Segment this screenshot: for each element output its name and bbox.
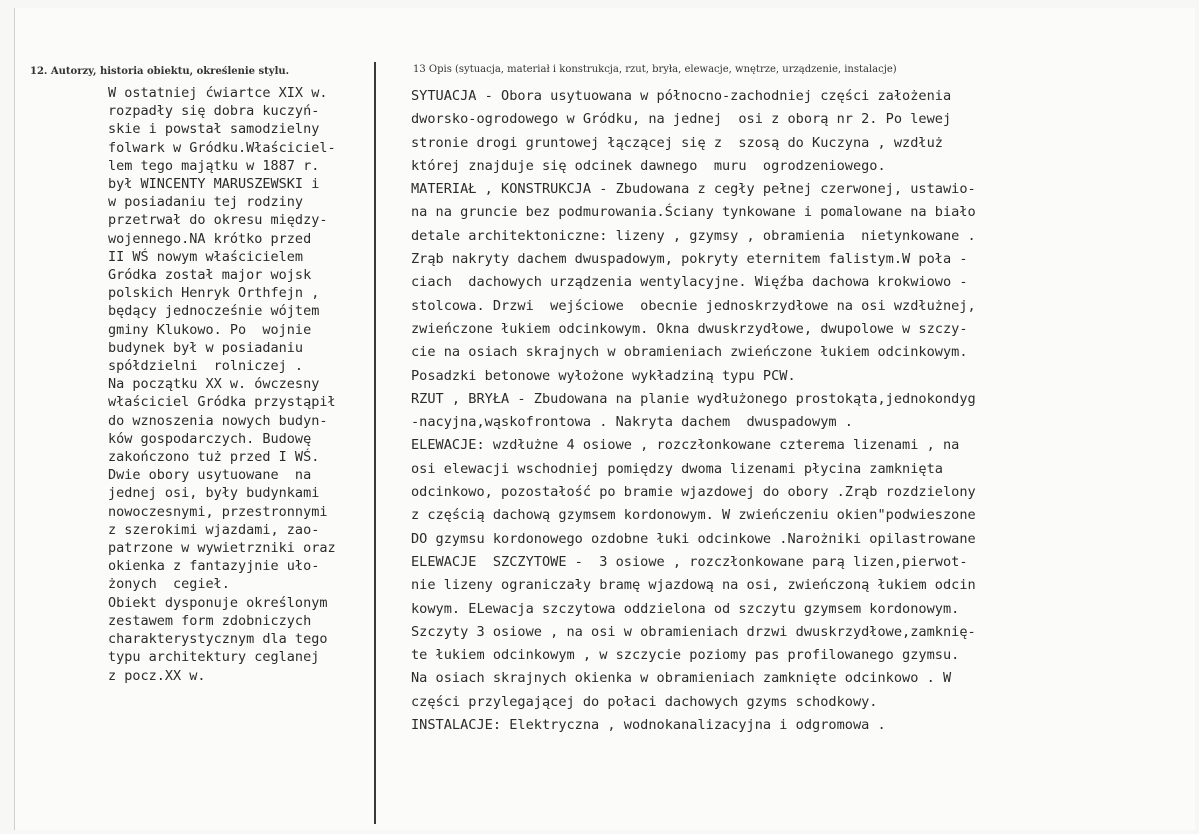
text-line: polskich Henryk Orthfejn , — [108, 285, 320, 302]
text-line: typu architektury ceglanej — [108, 649, 320, 666]
text-line: będący jednocześnie wójtem — [108, 303, 320, 320]
text-line: zwieńczone łukiem odcinkowym. Okna dwuskrzydłowe, dwupolowe w szczy- — [411, 320, 968, 337]
history-text-column — [108, 84, 378, 685]
text-line: gminy Klukowo. Po wojnie — [108, 321, 312, 338]
text-line: -nacyjna,wąskofrontowa . Nakryta dachem dwuspadowym . — [411, 414, 853, 431]
text-line: na na gruncie bez podmurowania.Ściany tynkowane i pomalowane na biało — [411, 204, 976, 221]
text-line: odcinkowo, pozostałość po bramie wjazdowej do obory .Zrąb rozdzielony — [411, 484, 976, 501]
text-line: cie na osiach skrajnych w obramieniach zwieńczone łukiem odcinkowym. — [411, 344, 968, 361]
text-line: przetrwał do okresu między- — [108, 212, 328, 229]
text-line: lem tego majątku w 1887 r. — [108, 157, 320, 174]
text-line: patrzone w wywietrzniki oraz — [108, 540, 336, 557]
text-line: okienka z fantazyjnie uło- — [108, 558, 320, 575]
text-line: osi elewacji wschodniej pomiędzy dwoma lizenami płycina zamknięta — [411, 460, 943, 477]
text-line: Zrąb nakryty dachem dwuspadowym, pokryty eternitem falistym.W poła - — [411, 251, 968, 268]
text-line: ciach dachowych urządzenia wentylacyjne. Więźba dachowa krokwiowo - — [411, 274, 968, 291]
text-line: te łukiem odcinkowym , w szczycie poziomy pas profilowanego gzymsu. — [411, 647, 960, 664]
text-line: charakterystycznym dla tego — [108, 631, 328, 648]
text-line: części przylegającej do połaci dachowych gzyms schodkowy. — [411, 693, 878, 710]
text-line: nowoczesnymi, przestronnymi — [108, 503, 328, 520]
text-line: do wznoszenia nowych budyn- — [108, 412, 328, 429]
text-line: spółdzielni rolniczej . — [108, 358, 304, 375]
text-line: Na początku XX w. ówczesny — [108, 376, 320, 393]
text-line: skie i powstał samodzielny — [108, 121, 320, 138]
text-line: ELEWACJE: wzdłużne 4 osiowe , rozczłonkowane czterema lizenami , na — [411, 437, 960, 454]
text-line: stolcowa. Drzwi wejściowe obecnie jednoskrzydłowe na osi wzdłużnej, — [411, 297, 976, 314]
text-line: Na osiach skrajnych okienka w obramieniach zamknięte odcinkowo . W — [411, 670, 952, 687]
text-line: II WŚ nowym właścicielem — [108, 248, 304, 265]
section-13-header: 13 Opis (sytuacja, materiał i konstrukcja, rzut, bryła, elewacje, wnętrze, urządzenie, instalacje) — [413, 64, 897, 75]
text-line: nie lizeny ograniczały bramę wjazdową na osi, zwieńczoną łukiem odcin — [411, 577, 976, 594]
text-line: żonych cegieł. — [108, 576, 230, 593]
text-line: INSTALACJE: Elektryczna , wodnokanalizacyjna i odgromowa . — [411, 717, 886, 734]
description-text-column — [411, 85, 1101, 737]
text-line: MATERIAŁ , KONSTRUKCJA - Zbudowana z cegły pełnej czerwonej, ustawio- — [411, 181, 976, 198]
text-line: SYTUACJA - Obora usytuowana w północno-zachodniej części założenia — [411, 88, 952, 104]
text-line: ków gospodarczych. Budowę — [108, 430, 312, 447]
text-line: Posadzki betonowe wyłożone wykładziną typu PCW. — [411, 367, 796, 384]
text-line: wojennego.NA krótko przed — [108, 230, 312, 247]
text-line: właściciel Gródka przystąpił — [108, 394, 336, 411]
text-line: RZUT , BRYŁA - Zbudowana na planie wydłużonego prostokąta,jednokondyg — [411, 390, 976, 407]
text-line: DO gzymsu kordonowego ozdobne łuki odcinkowe .Narożniki opilastrowane — [411, 530, 976, 547]
text-line: Szczyty 3 osiowe , na osi w obramieniach drzwi dwuskrzydłowe,zamknię- — [411, 623, 976, 640]
text-line: był WINCENTY MARUSZEWSKI i — [108, 176, 320, 193]
text-line: rozpadły się dobra kuczyń- — [108, 103, 320, 120]
text-line: której znajduje się odcinek dawnego muru ogrodzeniowego. — [411, 157, 886, 174]
text-line: dworsko-ogrodowego w Gródku, na jednej osi z oborą nr 2. Po lewej — [411, 111, 952, 128]
text-line: budynek był w posiadaniu — [108, 339, 304, 356]
text-line: z pocz.XX w. — [108, 667, 206, 684]
text-line: Obiekt dysponuje określonym — [108, 594, 328, 611]
section-12-header: 12. Autorzy, historia obiektu, określenie stylu. — [30, 66, 290, 77]
text-line: jednej osi, były budynkami — [108, 485, 320, 502]
text-line: Gródka został major wojsk — [108, 267, 312, 284]
text-line: W ostatniej ćwiartce XIX w. — [108, 85, 328, 101]
text-line: folwark w Gródku.Właściciel- — [108, 139, 336, 156]
text-line: Dwie obory usytuowane na — [108, 467, 312, 484]
text-line: kowym. ELewacja szczytowa oddzielona od szczytu gzymsem kordonowym. — [411, 600, 960, 617]
text-line: z częścią dachową gzymsem kordonowym. W zwieńczeniu okien"podwieszone — [411, 507, 976, 524]
text-line: stronie drogi gruntowej łączącej się z szosą do Kuczyna , wzdłuż — [411, 134, 943, 151]
text-line: w posiadaniu tej rodziny — [108, 194, 304, 211]
text-line: zestawem form zdobniczych — [108, 612, 312, 629]
text-line: detale architektoniczne: lizeny , gzymsy , obramienia nietynkowane . — [411, 227, 976, 244]
text-line: zakończono tuż przed I WŚ. — [108, 449, 320, 466]
text-line: ELEWACJE SZCZYTOWE - 3 osiowe , rozczłonkowane parą lizen,pierwot- — [411, 553, 968, 570]
text-line: z szerokimi wjazdami, zao- — [108, 521, 320, 538]
